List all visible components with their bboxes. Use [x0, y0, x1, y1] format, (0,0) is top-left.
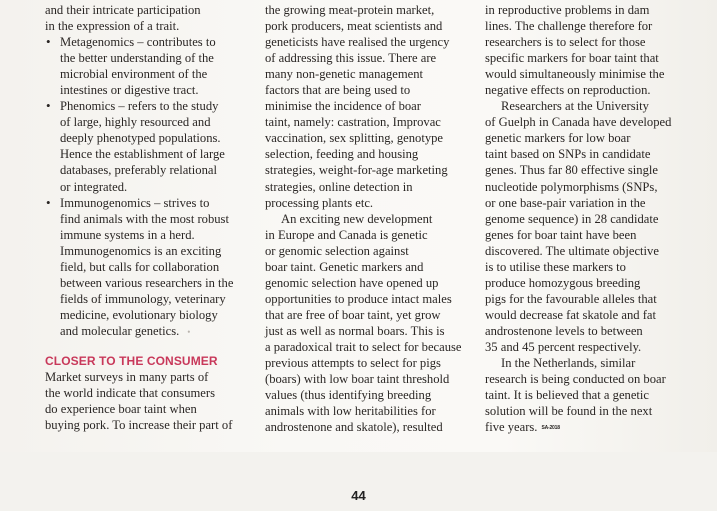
text-line: buying pork. To increase their part of: [45, 418, 233, 433]
text-line: processing plants etc.: [265, 195, 374, 210]
text-line: factors that are being used to: [265, 83, 411, 98]
text-line: of large, highly resourced and: [60, 115, 211, 130]
text-line: [60, 323, 245, 340]
text-line: discovered. The ultimate objective: [485, 243, 659, 258]
text-line: genome sequence) in 28 candidate: [485, 211, 659, 226]
text-line: Researchers at the University: [501, 99, 649, 114]
text-line: taint based on SNPs in candidate: [485, 147, 651, 162]
section-heading: CLOSER TO THE CONSUMER: [45, 353, 218, 368]
text-line: animals with low heritabilities for: [265, 404, 436, 419]
text-line: lines. The challenge therefore for: [485, 19, 653, 34]
text-line: intestines or digestive tract.: [60, 83, 199, 98]
text-line: strategies, weight-for-age marketing: [265, 163, 448, 178]
text-line: of addressing this issue. There are: [265, 51, 437, 66]
text-line: is to utilise these markers to: [485, 259, 626, 274]
stray-dot-icon: •: [187, 326, 191, 337]
text-line: genes. Thus far 80 effective single: [485, 163, 658, 178]
text-line: or genomic selection against: [265, 243, 409, 258]
text-column-3: [485, 2, 695, 436]
paragraph: [485, 98, 695, 355]
text-line: would simultaneously minimise the: [485, 67, 665, 82]
text-line: or integrated.: [60, 179, 128, 194]
text-line: genomic selection have opened up: [265, 275, 439, 290]
text-line: the better understanding of the: [60, 51, 214, 66]
text-line: databases, preferably relational: [60, 163, 217, 178]
text-line: Immunogenomics is an exciting: [60, 243, 222, 258]
text-line: field, but calls for collaboration: [60, 259, 220, 274]
bullet-item-immunogenomics: [45, 195, 245, 340]
text-line: in the expression of a trait.: [45, 19, 180, 34]
page-number: 44: [351, 488, 366, 503]
text-line: in Europe and Canada is genetic: [265, 227, 428, 242]
text-line: selection, feeding and housing: [265, 147, 419, 162]
text-line: boar taint. Genetic markers and: [265, 259, 424, 274]
text-line: previous attempts to select for pigs: [265, 356, 441, 371]
text-line: • Metagenomics – contributes to: [60, 35, 216, 50]
text-line: fields of immunology, veterinary: [60, 291, 226, 306]
text-line: nucleotide polymorphisms (SNPs,: [485, 179, 658, 194]
text-line: and their intricate participation: [45, 3, 201, 17]
paragraph: [485, 355, 695, 436]
paragraph: [485, 2, 695, 98]
text-line: strategies, online detection in: [265, 179, 413, 194]
closing-paragraph: [45, 369, 245, 433]
bullet-item-phenomics: [45, 98, 245, 194]
text-line: or one base-pair variation in the: [485, 195, 646, 210]
text-column-1: [45, 2, 245, 433]
text-line: opportunities to produce intact males: [265, 291, 452, 306]
text-line: androstenone levels to between: [485, 323, 643, 338]
text-line: Hence the establishment of large: [60, 147, 225, 162]
text-line: between various researchers in the: [60, 275, 234, 290]
text-line: immune systems in a herd.: [60, 227, 195, 242]
text-line: find animals with the most robust: [60, 211, 229, 226]
text-line: An exciting new development: [281, 211, 433, 226]
article-end-mark: SA-2018: [541, 425, 560, 432]
text-line: minimise the incidence of boar: [265, 99, 421, 114]
text-line-content: and molecular genetics.: [60, 323, 180, 338]
paragraph: [265, 2, 475, 211]
text-line: geneticists have realised the urgency: [265, 35, 450, 50]
text-line: genetic markers for low boar: [485, 131, 631, 146]
text-line: many non-genetic management: [265, 67, 424, 82]
text-column-2: [265, 2, 475, 435]
text-line: microbial environment of the: [60, 67, 208, 82]
text-line: values (thus identifying breeding: [265, 388, 432, 403]
text-line: pigs for the favourable alleles that: [485, 291, 657, 306]
text-line: pork producers, meat scientists and: [265, 19, 443, 34]
text-line: just as well as normal boars. This is: [265, 323, 445, 338]
text-line: vaccination, sex splitting, genotype: [265, 131, 444, 146]
text-line: taint. It is believed that a genetic: [485, 388, 650, 403]
text-line: Market surveys in many parts of: [45, 369, 209, 384]
text-line: that are free of boar taint, yet grow: [265, 307, 441, 322]
text-line: taint, namely: castration, Improvac: [265, 115, 441, 130]
text-line: [485, 419, 695, 436]
text-line: researchers is to select for those: [485, 35, 646, 50]
text-line: the world indicate that consumers: [45, 386, 215, 401]
text-line: androstenone and skatole), resulted: [265, 420, 443, 435]
bullet-item-metagenomics: [45, 34, 245, 98]
text-line-content: five years.: [485, 420, 538, 435]
text-line: do experience boar taint when: [45, 402, 197, 417]
text-line: In the Netherlands, similar: [501, 356, 636, 371]
text-line: produce homozygous breeding: [485, 275, 641, 290]
text-line: would decrease fat skatole and fat: [485, 307, 656, 322]
text-line: • Immunogenomics – strives to: [60, 195, 210, 210]
text-line: medicine, evolutionary biology: [60, 307, 218, 322]
text-line: solution will be found in the next: [485, 404, 653, 419]
text-line: in reproductive problems in dam: [485, 3, 650, 17]
text-line: of Guelph in Canada have developed: [485, 115, 672, 130]
text-line: negative effects on reproduction.: [485, 83, 651, 98]
text-line: genes for boar taint have been: [485, 227, 637, 242]
text-line: a paradoxical trait to select for because: [265, 339, 462, 354]
text-line: research is being conducted on boar: [485, 372, 666, 387]
lead-paragraph: [45, 2, 245, 34]
bullet-list: [45, 34, 245, 340]
text-line: deeply phenotyped populations.: [60, 131, 221, 146]
text-line: 35 and 45 percent respectively.: [485, 339, 642, 354]
text-line: the growing meat-protein market,: [265, 3, 435, 17]
text-line: (boars) with low boar taint threshold: [265, 372, 450, 387]
text-line: specific markers for boar taint that: [485, 51, 659, 66]
text-line: • Phenomics – refers to the study: [60, 99, 219, 114]
paragraph: [265, 211, 475, 436]
